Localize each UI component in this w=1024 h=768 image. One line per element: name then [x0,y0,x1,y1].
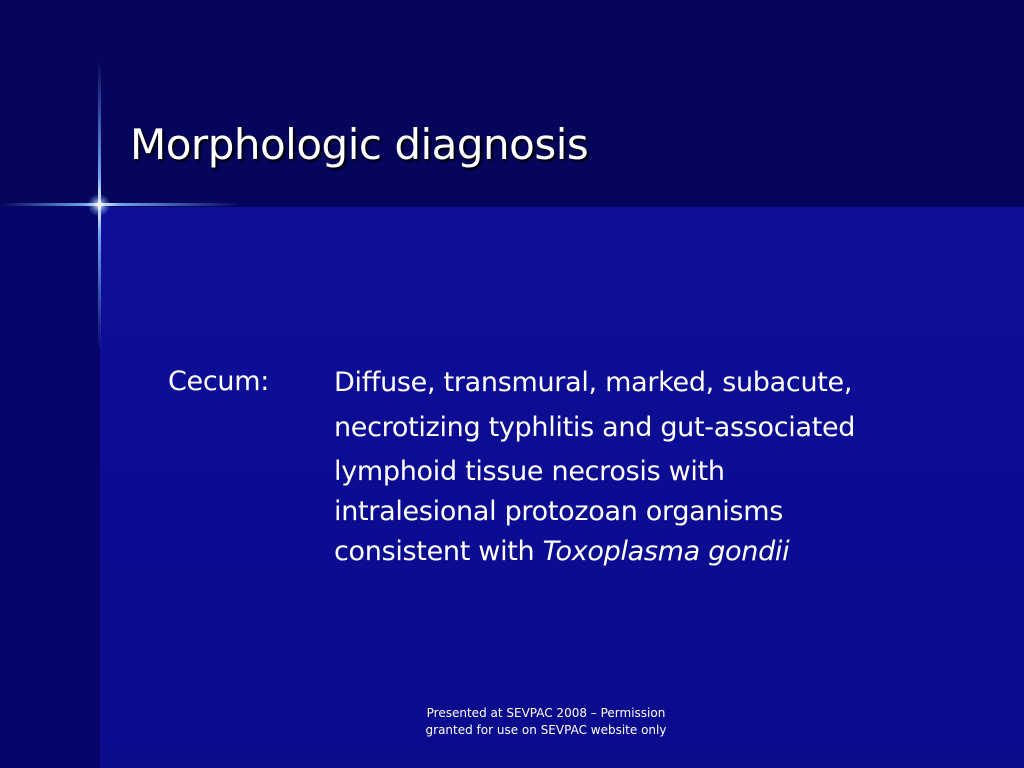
footer-line: Presented at SEVPAC 2008 – Permission [426,706,666,720]
footer-notice [400,705,692,739]
organ-label: Cecum: [168,366,270,397]
left-band [0,207,100,768]
diagnosis-line [334,532,954,572]
title-band [0,0,1024,207]
star-sparkle-icon [88,194,110,216]
diagnosis-line-prefix: consistent with [334,536,543,567]
diagnosis-line: Diffuse, transmural, marked, subacute, [334,367,853,398]
diagnosis-line: intralesional protozoan organisms [334,496,783,527]
diagnosis-line: lymphoid tissue necrosis with [334,456,725,487]
slide-title: Morphologic diagnosis [130,120,589,169]
footer-line: granted for use on SEVPAC website only [425,723,667,737]
star-horizontal-ray [0,203,240,206]
diagnosis-text [334,362,954,572]
diagnosis-line: necrotizing typhlitis and gut-associated [334,412,856,443]
organism-name: Toxoplasma gondii [542,536,790,567]
